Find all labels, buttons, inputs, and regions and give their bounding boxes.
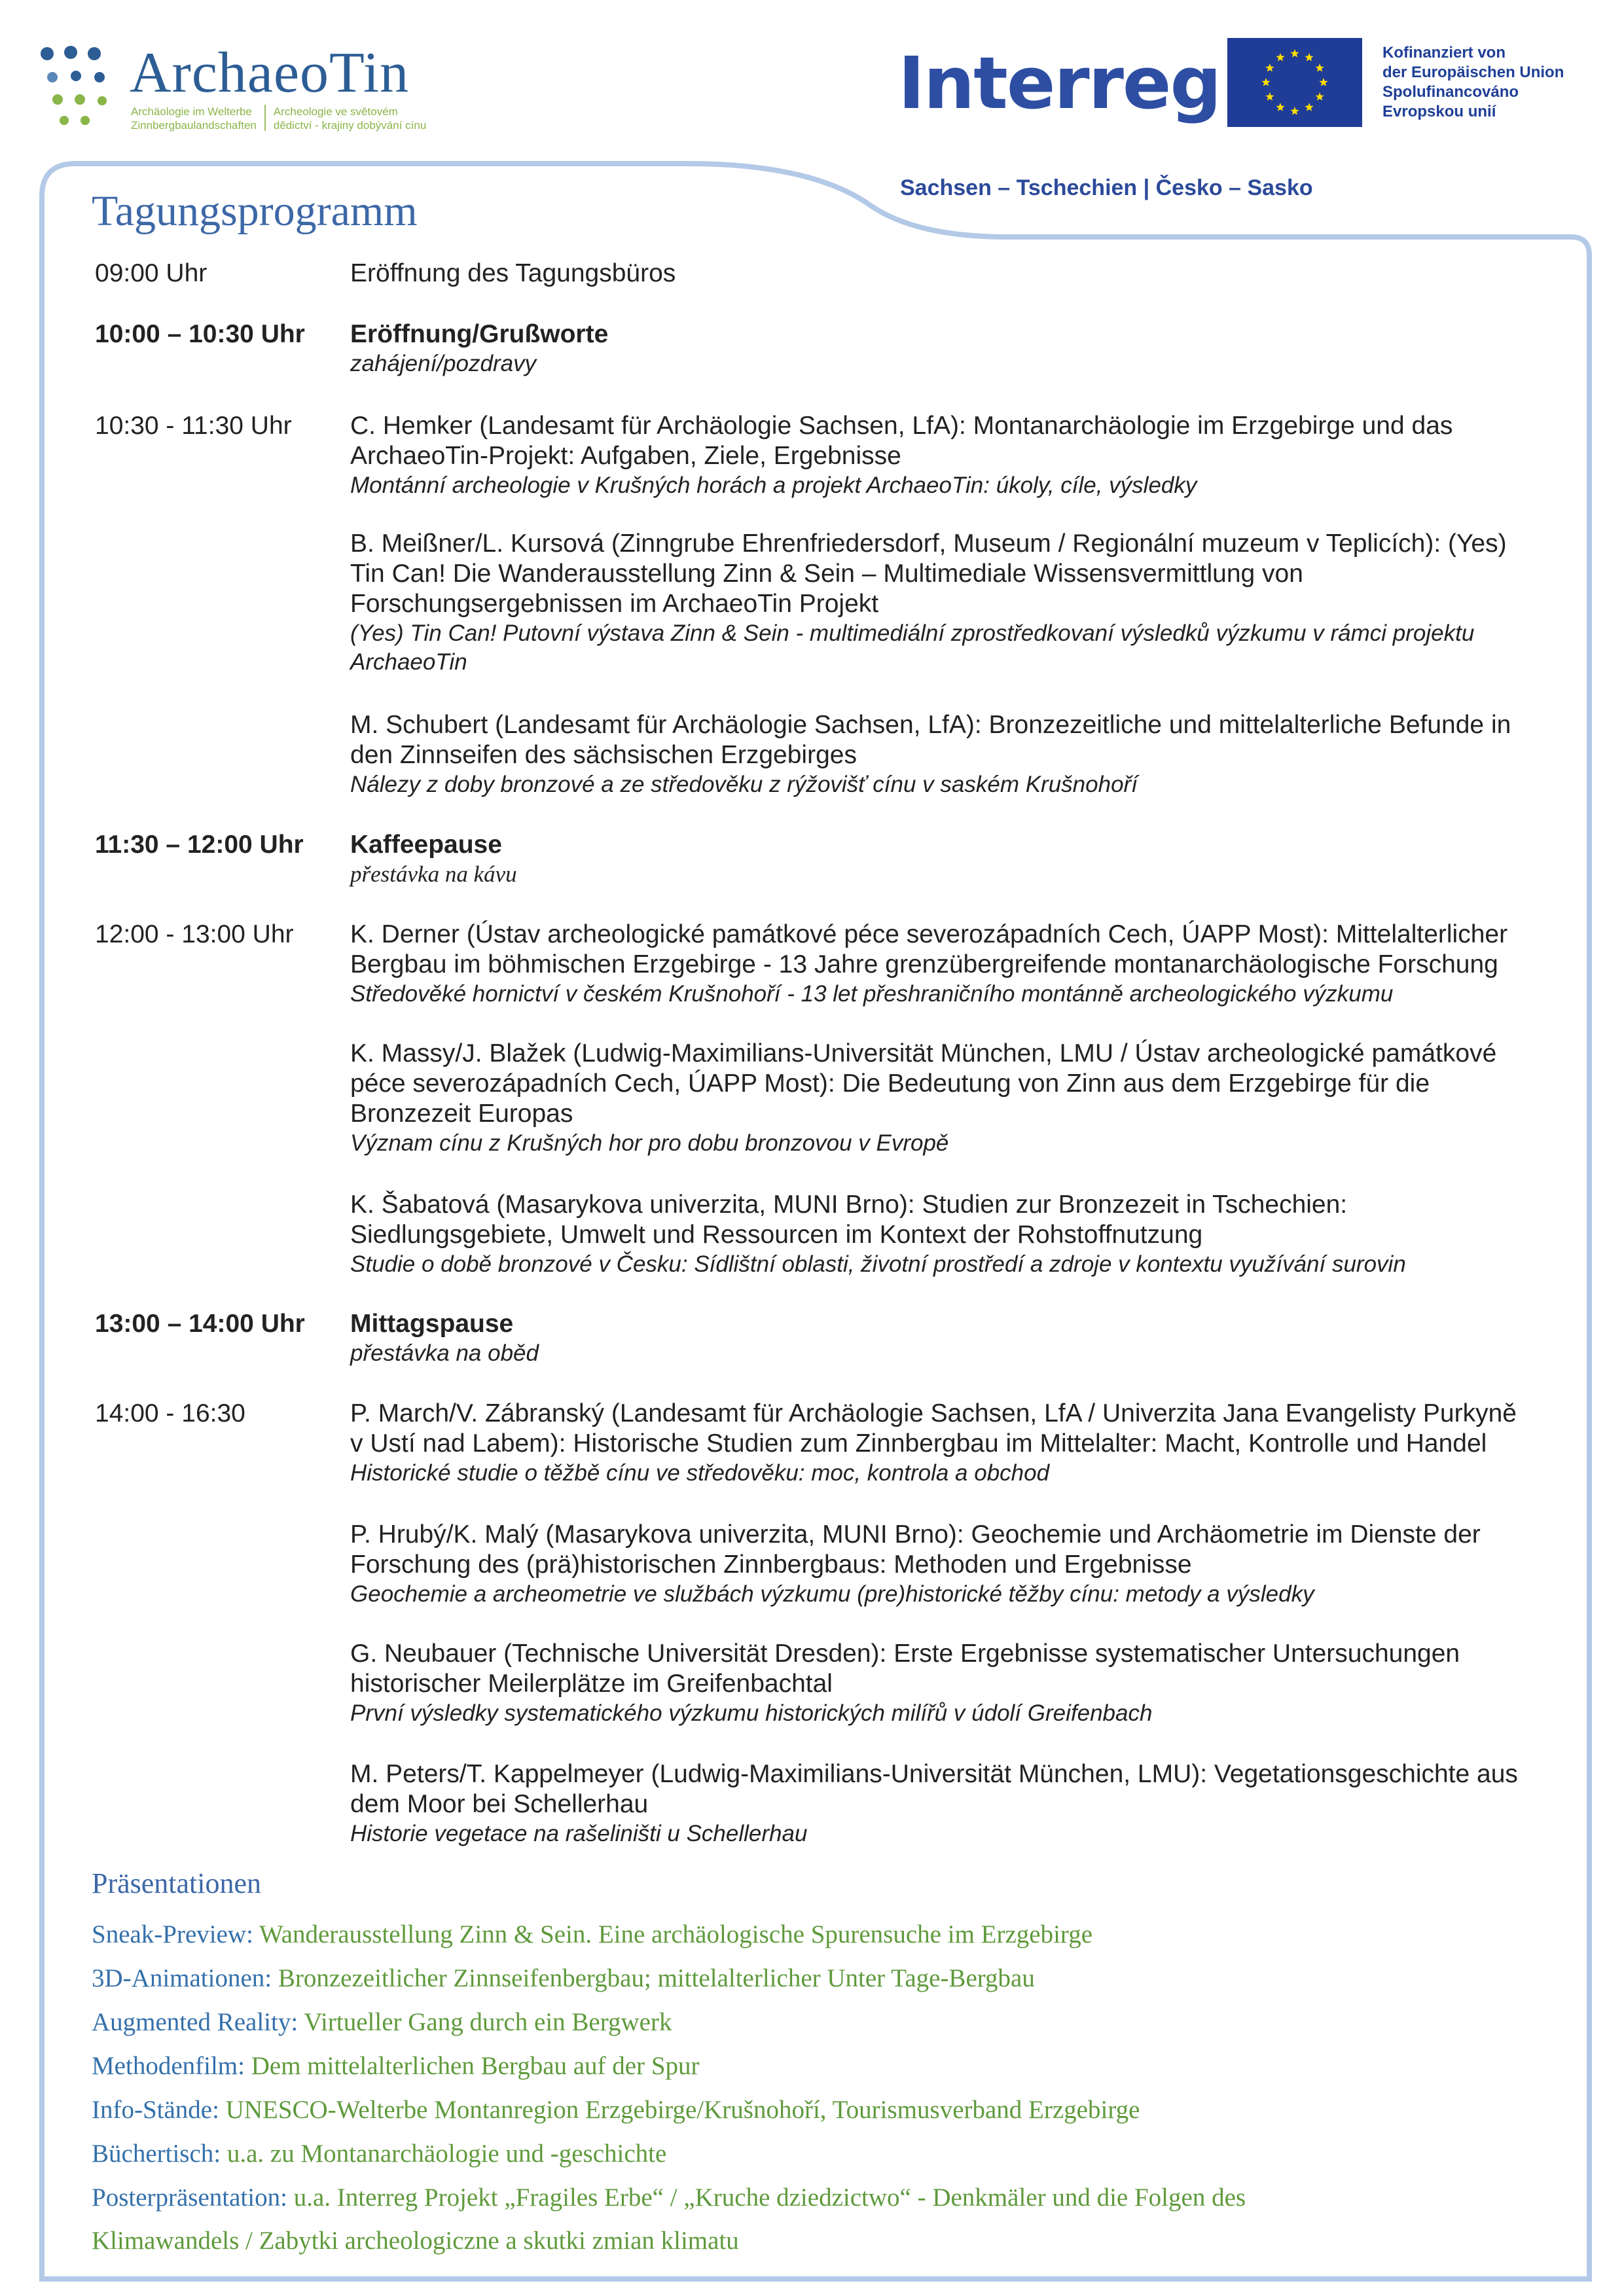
- presentation-value: Wanderausstellung Zinn & Sein. Eine archäologische Spurensuche im Erzgebirge: [259, 1920, 1093, 1948]
- entry-title-de: G. Neubauer (Technische Universität Dresden): Erste Ergebnisse systematischer Untersuchungen historischer Meilerplätze im Greifenbachtal: [350, 1640, 1460, 1698]
- entry-time: 12:00 - 13:00 Uhr: [95, 920, 294, 948]
- presentation-item: [92, 2007, 672, 2038]
- interreg-logo: Interreg: [898, 41, 1221, 125]
- presentation-item: [92, 2225, 739, 2257]
- presentation-item: [92, 1963, 1035, 1994]
- entry-time: 14:00 - 16:30: [95, 1399, 245, 1427]
- entry-title-cz: Montánní archeologie v Krušných horách a projekt ArchaeoTin: úkoly, cíle, výsledky: [350, 473, 1197, 498]
- entry-title-cz: přestávka na oběd: [350, 1340, 539, 1366]
- tagline-de-2: Zinnbergbaulandschaften: [131, 119, 257, 132]
- tagline-cz-2: dědictví - krajiny dobývání cínu: [273, 119, 427, 132]
- entry-time: 10:30 - 11:30 Uhr: [95, 412, 292, 440]
- eu-flag-icon: [1227, 38, 1362, 127]
- entry-title-de: M. Schubert (Landesamt für Archäologie Sachsen, LfA): Bronzezeitliche und mittelalterliche Befunde in den Zinnseifen des sächsischen Erzgebirges: [350, 711, 1511, 769]
- entry-title-de: M. Peters/T. Kappelmeyer (Ludwig-Maximilians-Universität München, LMU): Vegetationsgeschichte aus dem Moor bei Schellerhau: [350, 1760, 1518, 1818]
- tagline-cz-1: Archeologie ve světovém: [273, 105, 398, 118]
- presentation-item: [92, 1919, 1092, 1950]
- entry-title-de: P. Hrubý/K. Malý (Masarykova univerzita, MUNI Brno): Geochemie und Archäometrie im Dienste der Forschung des (prä)historischen Zinnbergbaus: Methoden und Ergebnisse: [350, 1520, 1481, 1579]
- archaeotin-tagline: [131, 105, 426, 133]
- eu-line-4: Evropskou unií: [1382, 103, 1496, 120]
- presentation-key: 3D-Animationen:: [92, 1964, 272, 1992]
- entry-title-de: Eröffnung des Tagungsbüros: [350, 259, 676, 287]
- entry-time: 09:00 Uhr: [95, 259, 208, 287]
- eu-line-3: Spolufinancováno: [1382, 83, 1519, 101]
- entry-title-de: Mittagspause: [350, 1310, 514, 1338]
- presentation-item: [92, 2094, 1140, 2126]
- presentation-value: Virtueller Gang durch ein Bergwerk: [304, 2008, 672, 2036]
- presentation-value: Dem mittelalterlichen Bergbau auf der Spur: [251, 2052, 700, 2080]
- entry-title-cz: přestávka na kávu: [350, 861, 517, 887]
- entry-title-de: C. Hemker (Landesamt für Archäologie Sachsen, LfA): Montanarchäologie im Erzgebirge und das ArchaeoTin-Projekt: Aufgaben, Ziele, Ergebnisse: [350, 412, 1453, 470]
- entry-title-cz: Nálezy z doby bronzové a ze středověku z rýžovišť cínu v saském Krušnohoří: [350, 772, 1138, 797]
- archaeotin-dots-icon: [38, 45, 123, 130]
- presentation-item: [92, 2138, 666, 2170]
- presentation-key: Methodenfilm:: [92, 2052, 245, 2080]
- presentation-value: Klimawandels / Zabytki archeologiczne a skutki zmian klimatu: [92, 2227, 739, 2255]
- archaeotin-wordmark: ArchaeoTin: [130, 41, 410, 105]
- eu-line-2: der Europäischen Union: [1382, 63, 1564, 81]
- presentation-key: Augmented Reality:: [92, 2008, 298, 2036]
- presentation-item: [92, 2182, 1246, 2214]
- entry-title-de: K. Derner (Ústav archeologické památkové péce severozápadních Cech, ÚAPP Most): Mittelalterlicher Bergbau im böhmischen Erzgebirge - 13 Jahre grenzübergreifende montanarchäologische Forschung: [350, 920, 1508, 978]
- tagline-de-1: Archäologie im Welterbe: [131, 105, 252, 118]
- region-line: Sachsen – Tschechien | Česko – Sasko: [900, 175, 1313, 200]
- presentation-value: u.a. zu Montanarchäologie und -geschichte: [226, 2140, 667, 2168]
- entry-title-cz: zahájení/pozdravy: [350, 351, 537, 376]
- entry-title-cz: Historie vegetace na rašeliništi u Schellerhau: [350, 1821, 808, 1846]
- entry-title-cz: (Yes) Tin Can! Putovní výstava Zinn & Sein - multimediální zprostředkovaní výsledků výzkumu v rámci projektu ArchaeoTin: [350, 620, 1475, 675]
- entry-title-cz: První výsledky systematického výzkumu historických milířů v údolí Greifenbach: [350, 1700, 1153, 1726]
- eu-line-1: Kofinanziert von: [1382, 44, 1506, 62]
- entry-title-de: Eröffnung/Grußworte: [350, 320, 609, 348]
- presentation-key: Sneak-Preview:: [92, 1920, 253, 1948]
- presentation-value: UNESCO-Welterbe Montanregion Erzgebirge/Krušnohoří, Tourismusverband Erzgebirge: [225, 2096, 1140, 2124]
- entry-title-cz: Středověké hornictví v českém Krušnohoří - 13 let přeshraničního montánně archeologického výzkumu: [350, 981, 1394, 1007]
- presentation-item: [92, 2051, 700, 2082]
- entry-time: 10:00 – 10:30 Uhr: [95, 320, 305, 348]
- entry-title-cz: Historické studie o těžbě cínu ve středověku: moc, kontrola a obchod: [350, 1460, 1050, 1486]
- archaeotin-logo: [38, 41, 457, 136]
- presentation-key: Büchertisch:: [92, 2140, 221, 2168]
- entry-title-cz: Studie o době bronzové v Česku: Sídlištní oblasti, životní prostředí a zdroje v kontextu využívání surovin: [350, 1251, 1406, 1277]
- presentation-key: Posterpräsentation:: [92, 2183, 287, 2212]
- entry-title-de: K. Šabatová (Masarykova univerzita, MUNI Brno): Studien zur Bronzezeit in Tschechien: Siedlungsgebiete, Umwelt und Ressourcen im Kontext der Rohstoffnutzung: [350, 1191, 1348, 1249]
- entry-title-de: K. Massy/J. Blažek (Ludwig-Maximilians-Universität München, LMU / Ústav archeologické památkové péce severozápadních Cech, ÚAPP Most): Die Bedeutung von Zinn aus dem Erzgebirge für die Bronzezeit Europas: [350, 1039, 1497, 1128]
- page-title: Tagungsprogramm: [92, 187, 418, 235]
- presentation-value: u.a. Interreg Projekt „Fragiles Erbe“ / „Kruche dziedzictwo“ - Denkmäler und die Folgen des: [293, 2183, 1246, 2212]
- presentation-value: Bronzezeitlicher Zinnseifenbergbau; mittelalterlicher Unter Tage-Bergbau: [278, 1964, 1035, 1992]
- entry-title-de: B. Meißner/L. Kursová (Zinngrube Ehrenfriedersdorf, Museum / Regionální muzeum v Teplicích): (Yes) Tin Can! Die Wanderausstellung Zinn & Sein – Multimediale Wissensvermittlung von Forschungsergebnissen im ArchaeoTin Projekt: [350, 529, 1507, 618]
- entry-title-cz: Geochemie a archeometrie ve službách výzkumu (pre)historické těžby cínu: metody a výsledky: [350, 1581, 1314, 1607]
- entry-time: 11:30 – 12:00 Uhr: [95, 831, 304, 859]
- presentation-key: Info-Stände:: [92, 2096, 219, 2124]
- presentations-heading: Präsentationen: [92, 1867, 262, 1899]
- entry-title-de: P. March/V. Zábranský (Landesamt für Archäologie Sachsen, LfA / Univerzita Jana Evangelisty Purkyně v Ustí nad Labem): Historische Studien zum Zinnbergbau im Mittelalter: Macht, Kontrolle und Handel: [350, 1399, 1517, 1458]
- eu-cofinancing-text: [1382, 43, 1564, 122]
- entry-time: 13:00 – 14:00 Uhr: [95, 1310, 305, 1338]
- entry-title-cz: Význam cínu z Krušných hor pro dobu bronzovou v Evropě: [350, 1130, 949, 1156]
- entry-title-de: Kaffeepause: [350, 831, 502, 859]
